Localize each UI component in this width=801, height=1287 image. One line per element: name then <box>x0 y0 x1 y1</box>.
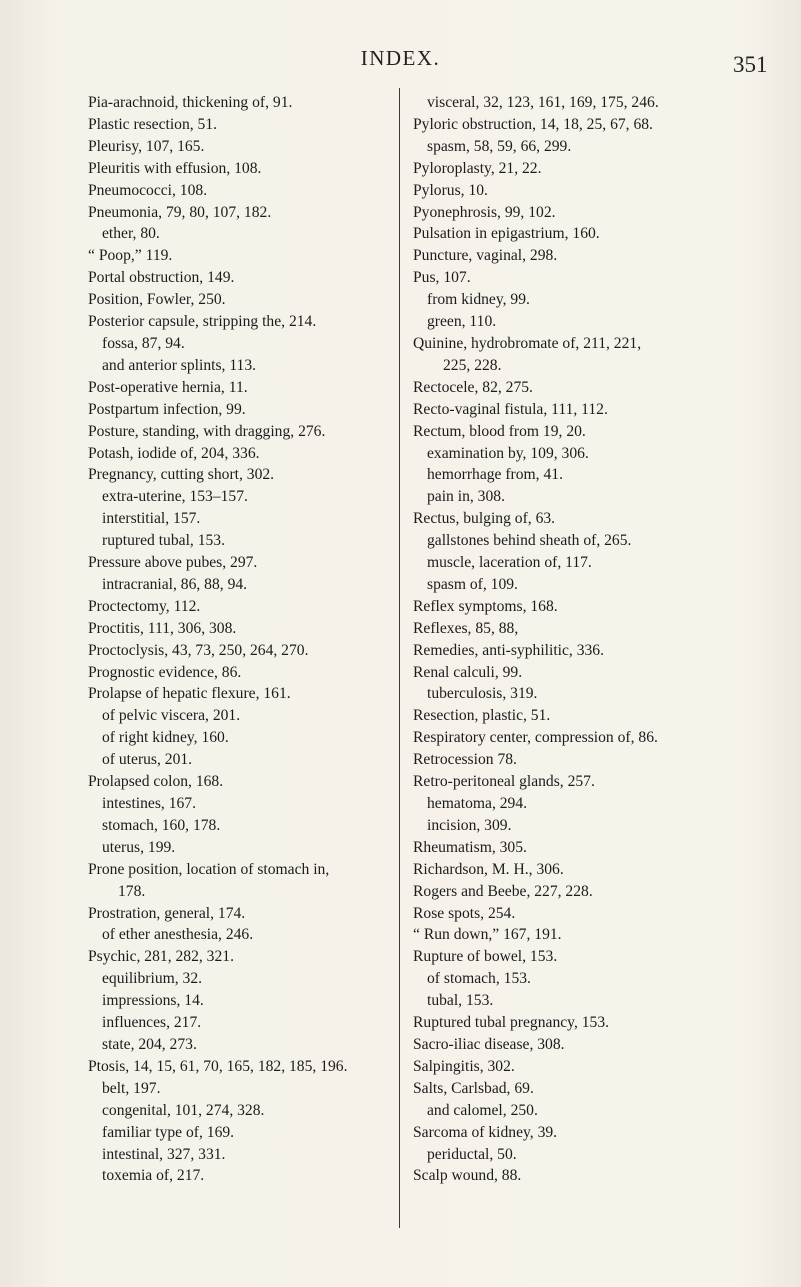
index-entry: Ruptured tubal pregnancy, 153. <box>413 1014 610 1032</box>
index-entry: Pleuritis with effusion, 108. <box>88 159 262 177</box>
index-subentry: toxemia of, 217. <box>102 1167 205 1185</box>
index-subentry: green, 110. <box>427 313 497 331</box>
index-entry: Pregnancy, cutting short, 302. <box>88 466 275 484</box>
index-entry: Pressure above pubes, 297. <box>88 554 258 572</box>
index-entry: Rose spots, 254. <box>413 904 516 922</box>
index-subentry: hematoma, 294. <box>427 795 528 812</box>
page-title: INDEX. <box>360 46 441 70</box>
index-entry: Reflexes, 85, 88, <box>413 619 519 637</box>
index-subentry: intestinal, 327, 331. <box>102 1145 226 1163</box>
index-subentry: state, 204, 273. <box>102 1035 197 1053</box>
column-divider <box>399 88 400 1228</box>
index-subentry: muscle, laceration of, 117. <box>427 554 592 572</box>
index-entry: Retrocession 78. <box>413 751 517 769</box>
index-subentry: 225, 228. <box>443 356 502 374</box>
index-subentry: impressions, 14. <box>102 992 204 1010</box>
index-entry: Renal calculi, 99. <box>413 663 523 681</box>
index-entry: Prone position, location of stomach in, <box>88 860 330 878</box>
index-entry: Scalp wound, 88. <box>413 1167 522 1185</box>
index-entry: Pyloric obstruction, 14, 18, 25, 67, 68. <box>413 115 653 133</box>
index-entry: Rectum, blood from 19, 20. <box>413 422 586 440</box>
index-subentry: examination by, 109, 306. <box>427 444 589 462</box>
index-entry: Respiratory center, compression of, 86. <box>413 729 658 747</box>
index-entry: Recto-vaginal fistula, 111, 112. <box>413 400 608 418</box>
index-subentry: from kidney, 99. <box>427 291 530 309</box>
index-entry: Reflex symptoms, 168. <box>413 597 558 615</box>
index-entry: Remedies, anti-syphilitic, 336. <box>413 641 604 659</box>
index-entry: Pulsation in epigastrium, 160. <box>413 225 600 243</box>
running-head <box>0 42 801 82</box>
index-subentry: pain in, 308. <box>427 488 505 506</box>
index-entry: Prostration, general, 174. <box>88 904 246 922</box>
index-entry: Position, Fowler, 250. <box>88 291 226 309</box>
index-entry: Puncture, vaginal, 298. <box>413 247 558 265</box>
index-entry: Posterior capsule, stripping the, 214. <box>88 313 317 331</box>
index-subentry: ruptured tubal, 153. <box>102 532 225 550</box>
index-entry: Pyonephrosis, 99, 102. <box>413 203 556 221</box>
index-subentry: gallstones behind sheath of, 265. <box>427 532 632 550</box>
index-subentry: interstitial, 157. <box>102 510 201 528</box>
index-entry: Richardson, M. H., 306. <box>413 860 564 878</box>
index-entry: Pyloroplasty, 21, 22. <box>413 159 542 177</box>
index-subentry: incision, 309. <box>427 816 512 834</box>
index-subentry: and calomel, 250. <box>427 1101 538 1119</box>
index-entry: Rupture of bowel, 153. <box>413 948 558 966</box>
index-subentry: belt, 197. <box>102 1079 161 1097</box>
index-subentry: equilibrium, 32. <box>102 970 203 988</box>
index-subentry: hemorrhage from, 41. <box>427 466 563 484</box>
index-subentry: uterus, 199. <box>102 838 176 856</box>
index-entry: Prolapsed colon, 168. <box>88 773 224 791</box>
index-subentry: visceral, 32, 123, 161, 169, 175, 246. <box>427 94 659 111</box>
index-entry: Rectocele, 82, 275. <box>413 378 533 396</box>
index-entry: Proctoclysis, 43, 73, 250, 264, 270. <box>88 641 309 659</box>
index-subentry: fossa, 87, 94. <box>102 334 185 352</box>
index-entry: “ Run down,” 167, 191. <box>413 926 562 944</box>
index-column-left <box>88 92 388 1187</box>
index-entry: Pus, 107. <box>413 269 471 287</box>
index-entry: Potash, iodide of, 204, 336. <box>88 444 260 462</box>
index-entry: Posture, standing, with dragging, 276. <box>88 422 326 440</box>
index-subentry: intestines, 167. <box>102 795 196 812</box>
index-subentry: intracranial, 86, 88, 94. <box>102 575 248 593</box>
index-entry: Pylorus, 10. <box>413 181 488 199</box>
index-entry: Rogers and Beebe, 227, 228. <box>413 882 593 900</box>
index-entry: Proctitis, 111, 306, 308. <box>88 619 237 637</box>
index-entry: Prolapse of hepatic flexure, 161. <box>88 685 291 703</box>
index-subentry: spasm of, 109. <box>427 575 518 593</box>
index-entry: Sacro-iliac disease, 308. <box>413 1035 565 1053</box>
index-entry: Ptosis, 14, 15, 61, 70, 165, 182, 185, 196. <box>88 1057 348 1075</box>
index-entry: Plastic resection, 51. <box>88 115 218 133</box>
index-entry: Pleurisy, 107, 165. <box>88 137 205 155</box>
index-entry: Salts, Carlsbad, 69. <box>413 1079 534 1097</box>
index-entry: Prognostic evidence, 86. <box>88 663 242 681</box>
index-entry: Sarcoma of kidney, 39. <box>413 1123 558 1141</box>
index-subentry: familiar type of, 169. <box>102 1123 235 1141</box>
index-subentry: of uterus, 201. <box>102 751 193 769</box>
index-entry: Postpartum infection, 99. <box>88 400 246 418</box>
index-entry: Proctectomy, 112. <box>88 597 201 615</box>
index-subentry: of stomach, 153. <box>427 970 531 988</box>
index-entry: Salpingitis, 302. <box>413 1057 515 1075</box>
index-entry: Post-operative hernia, 11. <box>88 378 248 396</box>
index-subentry: extra-uterine, 153–157. <box>102 488 248 506</box>
index-entry: Pneumonia, 79, 80, 107, 182. <box>88 203 272 221</box>
index-subentry: of ether anesthesia, 246. <box>102 926 254 944</box>
index-entry: Pia-arachnoid, thickening of, 91. <box>88 94 293 111</box>
index-subentry: ether, 80. <box>102 225 160 243</box>
index-column-right <box>413 92 773 1187</box>
index-entry: Pneumococci, 108. <box>88 181 208 199</box>
index-entry: Resection, plastic, 51. <box>413 707 551 725</box>
index-subentry: spasm, 58, 59, 66, 299. <box>427 137 572 155</box>
index-subentry: of right kidney, 160. <box>102 729 229 747</box>
index-entry: Psychic, 281, 282, 321. <box>88 948 234 966</box>
index-subentry: and anterior splints, 113. <box>102 356 257 374</box>
index-subentry: tuberculosis, 319. <box>427 685 538 703</box>
index-entry: Quinine, hydrobromate of, 211, 221, <box>413 334 642 352</box>
index-subentry: of pelvic viscera, 201. <box>102 707 241 725</box>
index-subentry: stomach, 160, 178. <box>102 816 221 834</box>
index-entry: Rectus, bulging of, 63. <box>413 510 556 528</box>
index-entry: “ Poop,” 119. <box>88 247 173 265</box>
page-number: 351 <box>733 52 768 77</box>
index-subentry: periductal, 50. <box>427 1145 517 1163</box>
index-entry: Portal obstruction, 149. <box>88 269 235 287</box>
index-subentry: influences, 217. <box>102 1014 202 1032</box>
index-entry: Retro-peritoneal glands, 257. <box>413 773 595 791</box>
index-subentry: tubal, 153. <box>427 992 494 1010</box>
index-subentry: 178. <box>118 882 146 900</box>
index-subentry: congenital, 101, 274, 328. <box>102 1101 265 1119</box>
index-entry: Rheumatism, 305. <box>413 838 527 856</box>
